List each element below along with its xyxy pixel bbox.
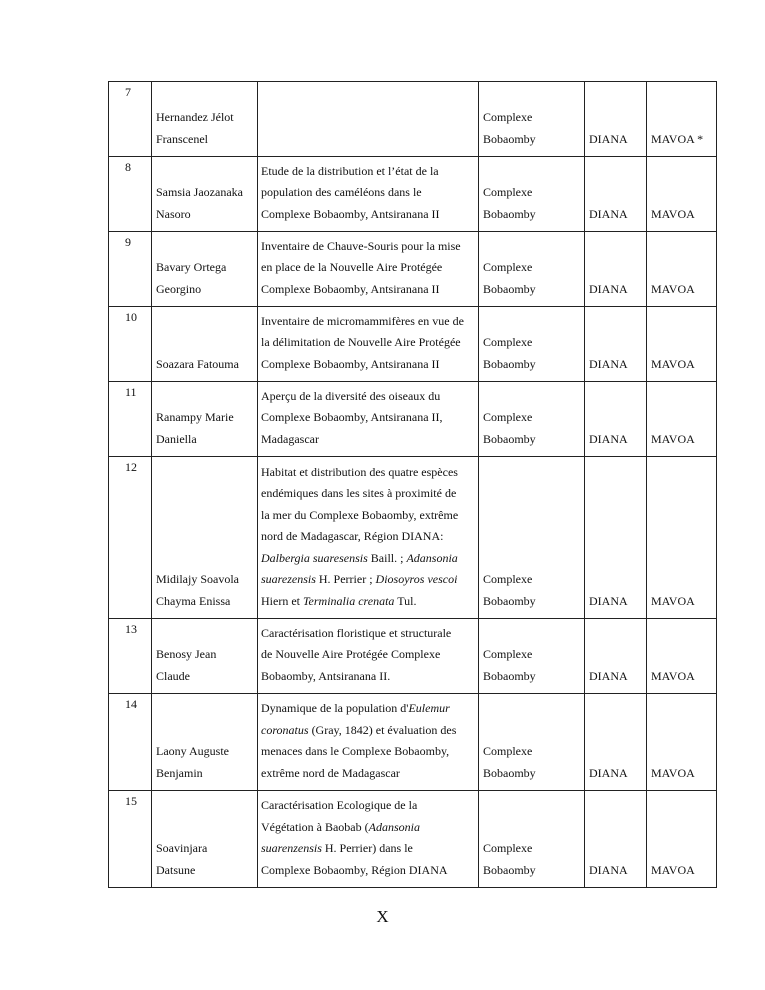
- author-name-line: Soavinjara: [156, 841, 208, 855]
- author-name-line: Laony Auguste: [156, 744, 229, 758]
- site-name-line: Complexe: [483, 744, 533, 758]
- author-name-line: Georgino: [156, 281, 202, 296]
- author-name: [152, 457, 258, 619]
- organization-name: MAVOA *: [647, 82, 717, 157]
- study-title-line: Caractérisation Ecologique de la: [261, 798, 418, 812]
- study-title-line: nord de Madagascar, Région DIANA:: [261, 529, 444, 543]
- site-name-line: Bobaomby: [483, 431, 536, 446]
- table-row: [109, 157, 717, 232]
- study-title-line: Complexe Bobaomby, Antsiranana II,: [261, 410, 443, 424]
- row-number: 13: [109, 619, 152, 694]
- study-title-line: Dalbergia suaresensis Baill. ; Adansonia: [261, 550, 458, 565]
- region-name: DIANA: [585, 694, 647, 791]
- table-row: [109, 232, 717, 307]
- region-name: DIANA: [585, 157, 647, 232]
- site-name: [479, 232, 585, 307]
- organization-name: MAVOA: [647, 307, 717, 382]
- author-name-line: Daniella: [156, 431, 197, 446]
- author-name-line: Datsune: [156, 862, 196, 877]
- study-title-line: Etude de la distribution et l’état de la: [261, 163, 439, 178]
- region-name: DIANA: [585, 82, 647, 157]
- study-title-line: la délimitation de Nouvelle Aire Protégée: [261, 335, 461, 349]
- study-title: [258, 232, 479, 307]
- study-title-line: population des caméléons dans le: [261, 185, 422, 199]
- site-name-line: Complexe: [483, 335, 533, 349]
- site-name-line: Complexe: [483, 110, 533, 124]
- study-title-line: Inventaire de micromammifères en vue de: [261, 313, 464, 328]
- site-name: [479, 157, 585, 232]
- site-name-line: Complexe: [483, 572, 533, 586]
- study-title-line: Complexe Bobaomby, Région DIANA: [261, 862, 448, 877]
- region-name: DIANA: [585, 382, 647, 457]
- organization-name: MAVOA: [647, 157, 717, 232]
- site-name-line: Bobaomby: [483, 862, 536, 877]
- table-row: [109, 694, 717, 791]
- site-name-line: Complexe: [483, 647, 533, 661]
- study-title-line: Complexe Bobaomby, Antsiranana II: [261, 206, 440, 221]
- region-name: DIANA: [585, 619, 647, 694]
- author-name-line: Midilajy Soavola: [156, 572, 239, 586]
- author-name-line: Soazara Fatouma: [156, 356, 239, 371]
- row-number: 9: [109, 232, 152, 307]
- study-title-line: Dynamique de la population d'Eulemur: [261, 701, 450, 715]
- author-name-line: Bavary Ortega: [156, 260, 227, 274]
- study-title-line: Inventaire de Chauve-Souris pour la mise: [261, 238, 461, 253]
- organization-name: MAVOA: [647, 382, 717, 457]
- organization-name: MAVOA: [647, 619, 717, 694]
- organization-name: MAVOA: [647, 232, 717, 307]
- study-title-line: Habitat et distribution des quatre espèces: [261, 464, 458, 479]
- study-title: [258, 157, 479, 232]
- study-title-line: Aperçu de la diversité des oiseaux du: [261, 388, 441, 403]
- study-title: [258, 619, 479, 694]
- author-name: [152, 307, 258, 382]
- author-name-line: Claude: [156, 668, 190, 683]
- site-name-line: Bobaomby: [483, 206, 536, 221]
- study-title-line: Bobaomby, Antsiranana II.: [261, 668, 391, 683]
- site-name: [479, 382, 585, 457]
- organization-name: MAVOA: [647, 791, 717, 888]
- site-name-line: Bobaomby: [483, 356, 536, 371]
- author-name-line: Chayma Enissa: [156, 593, 231, 608]
- site-name: [479, 82, 585, 157]
- site-name-line: Bobaomby: [483, 281, 536, 296]
- study-title-line: endémiques dans les sites à proximité de: [261, 486, 457, 500]
- region-name: DIANA: [585, 791, 647, 888]
- study-title-line: menaces dans le Complexe Bobaomby,: [261, 744, 450, 758]
- author-name: [152, 82, 258, 157]
- author-name-line: Benosy Jean: [156, 647, 217, 661]
- site-name: [479, 307, 585, 382]
- author-name: [152, 382, 258, 457]
- row-number: 8: [109, 157, 152, 232]
- site-name-line: Complexe: [483, 841, 533, 855]
- study-title-line: suarezensis H. Perrier ; Diosoyros vescoi: [261, 572, 458, 586]
- site-name: [479, 457, 585, 619]
- site-name-line: Complexe: [483, 260, 533, 274]
- author-name-line: Samsia Jaozanaka: [156, 185, 243, 199]
- row-number: 7: [109, 82, 152, 157]
- study-title: [258, 791, 479, 888]
- table-row: [109, 791, 717, 888]
- row-number: 14: [109, 694, 152, 791]
- region-name: DIANA: [585, 232, 647, 307]
- study-title-line: Végétation à Baobab (Adansonia: [261, 819, 420, 834]
- author-name-line: Nasoro: [156, 206, 191, 221]
- author-name-line: Franscenel: [156, 131, 208, 146]
- region-name: DIANA: [585, 307, 647, 382]
- row-number: 12: [109, 457, 152, 619]
- author-name-line: Benjamin: [156, 765, 203, 780]
- study-title: [258, 307, 479, 382]
- study-title-line: en place de la Nouvelle Aire Protégée: [261, 260, 443, 274]
- study-title-line: suarenzensis H. Perrier) dans le: [261, 841, 413, 855]
- study-title-line: Hiern et Terminalia crenata Tul.: [261, 593, 417, 608]
- organization-name: MAVOA: [647, 457, 717, 619]
- study-title-line: Complexe Bobaomby, Antsiranana II: [261, 281, 440, 296]
- site-name: [479, 619, 585, 694]
- study-title-line: Caractérisation floristique et structurale: [261, 625, 452, 640]
- site-name-line: Complexe: [483, 185, 533, 199]
- table-row: [109, 619, 717, 694]
- site-name-line: Bobaomby: [483, 593, 536, 608]
- study-title-line: extrême nord de Madagascar: [261, 765, 400, 780]
- study-title-line: coronatus (Gray, 1842) et évaluation des: [261, 722, 457, 737]
- author-name: [152, 232, 258, 307]
- study-title: [258, 382, 479, 457]
- row-number: 10: [109, 307, 152, 382]
- table-row: [109, 382, 717, 457]
- site-name: [479, 791, 585, 888]
- author-name-line: Hernandez Jélot: [156, 110, 234, 124]
- study-title: [258, 694, 479, 791]
- site-name: [479, 694, 585, 791]
- row-number: 11: [109, 382, 152, 457]
- author-name: [152, 694, 258, 791]
- author-name: [152, 619, 258, 694]
- study-title-line: Madagascar: [261, 431, 319, 446]
- site-name-line: Bobaomby: [483, 765, 536, 780]
- site-name-line: Bobaomby: [483, 131, 536, 146]
- study-title: [258, 457, 479, 619]
- author-name-line: Ranampy Marie: [156, 410, 234, 424]
- author-name: [152, 157, 258, 232]
- table-row: [109, 82, 717, 157]
- table-body: [109, 82, 717, 888]
- organization-name: MAVOA: [647, 694, 717, 791]
- table-row: [109, 457, 717, 619]
- author-name: [152, 791, 258, 888]
- study-title-line: Complexe Bobaomby, Antsiranana II: [261, 356, 440, 371]
- study-title-line: de Nouvelle Aire Protégée Complexe: [261, 647, 441, 661]
- region-name: DIANA: [585, 457, 647, 619]
- site-name-line: Complexe: [483, 410, 533, 424]
- page-number: X: [376, 907, 389, 926]
- study-title: [258, 82, 479, 157]
- row-number: 15: [109, 791, 152, 888]
- table-row: [109, 307, 717, 382]
- site-name-line: Bobaomby: [483, 668, 536, 683]
- records-table: [108, 81, 717, 888]
- study-title-line: la mer du Complexe Bobaomby, extrême: [261, 507, 459, 522]
